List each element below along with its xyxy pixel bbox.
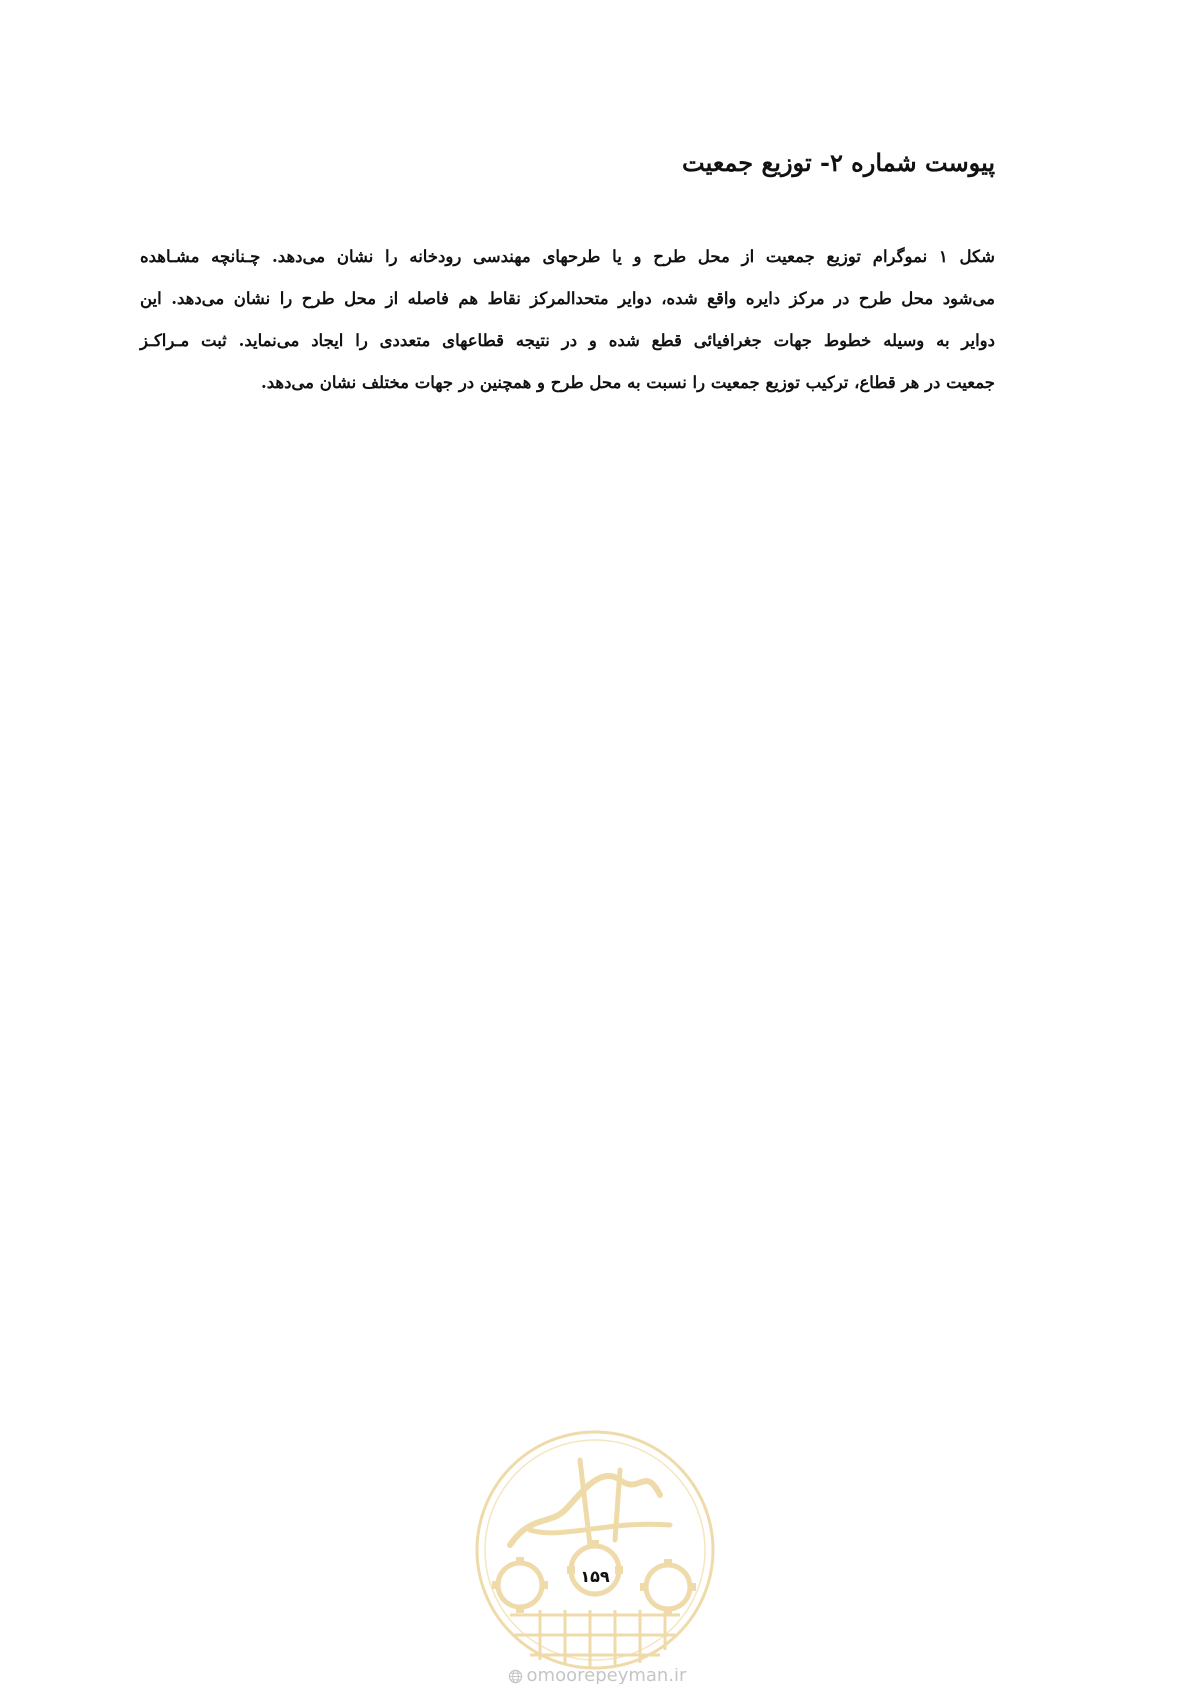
site-url: omoorepeyman.ir: [526, 1668, 687, 1684]
paragraph-line-3: دوایر به وسیله خطوط جهات جغرافیائی قطع شده و در نتیجه قطاعهای متعددی را ایجاد می‌نماید. ثبت مـراکـز: [140, 331, 995, 350]
page-number: ۱۵۹: [580, 1567, 610, 1586]
appendix-heading: پیوست شماره ۲- توزیع جمعیت: [682, 148, 995, 177]
body-paragraph: [140, 236, 995, 404]
globe-icon: [508, 1669, 523, 1684]
site-watermark: [492, 1668, 702, 1684]
paragraph-line-4: جمعیت در هر قطاع، ترکیب توزیع جمعیت را نسبت به محل طرح و همچنین در جهات مختلف نشان می‌دهد.: [260, 373, 995, 392]
paragraph-line-2: می‌شود محل طرح در مرکز دایره واقع شده، دوایر متحدالمرکز نقاط هم فاصله از محل طرح را نشان می‌دهد. این: [140, 289, 995, 308]
paragraph-line-1: شکل ۱ نموگرام توزیع جمعیت از محل طرح و یا طرحهای مهندسی رودخانه را نشان می‌دهد. چـنانچه مشـاهده: [140, 247, 995, 266]
watermark-logo: [470, 1425, 720, 1675]
